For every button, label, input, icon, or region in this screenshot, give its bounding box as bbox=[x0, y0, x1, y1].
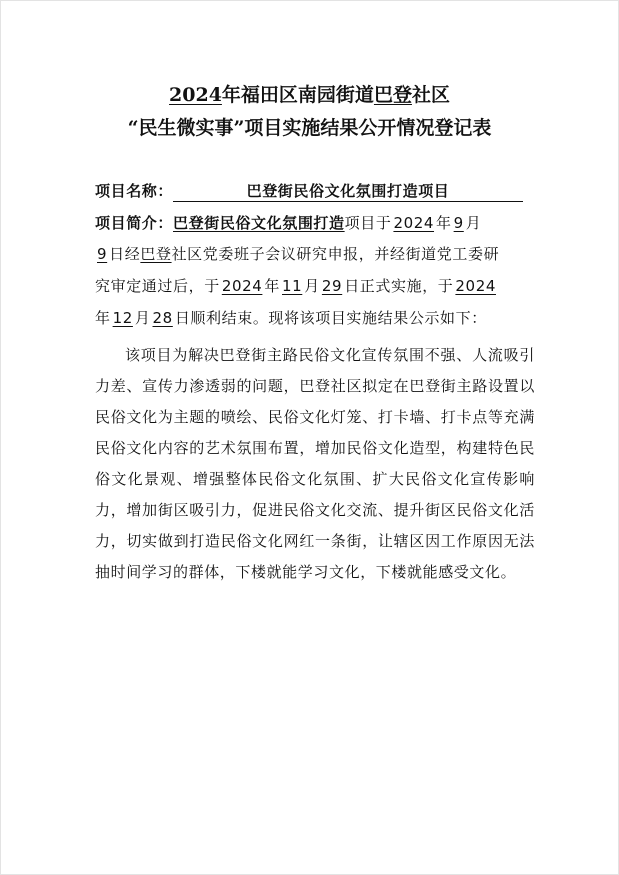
approve-day: 9 bbox=[97, 245, 108, 263]
text-approval: 社区党委班子会议研究申报，并经街道党工委研 bbox=[171, 245, 500, 263]
title-year: 2024 bbox=[169, 84, 222, 106]
project-name-label: 项目名称： bbox=[95, 182, 174, 200]
end-month: 12 bbox=[112, 309, 133, 327]
document-title-line-1 bbox=[0, 80, 619, 107]
text-end: 日顺利结束。现将该项目实施结果公示如下： bbox=[174, 309, 487, 327]
project-intro-row-4 bbox=[95, 307, 535, 328]
text-approval-2: 究审定通过后，于 bbox=[95, 277, 220, 295]
intro-text-project-at: 项目于 bbox=[344, 214, 392, 232]
approve-month: 9 bbox=[453, 214, 464, 232]
year-char: 年 bbox=[436, 214, 452, 232]
project-name-row bbox=[95, 180, 535, 202]
title-district: 年福田区南园街道 bbox=[221, 84, 374, 106]
title-community-suffix: 社区 bbox=[411, 84, 450, 106]
month-char-2: 月 bbox=[304, 277, 320, 295]
month-char-3: 月 bbox=[134, 309, 151, 327]
year-char-2: 年 bbox=[264, 277, 280, 295]
year-char-3: 年 bbox=[95, 309, 111, 327]
end-day: 28 bbox=[152, 309, 173, 327]
month-char: 月 bbox=[465, 214, 482, 232]
project-intro-row-1 bbox=[95, 212, 535, 233]
community-short: 巴登 bbox=[140, 245, 172, 263]
project-intro-name: 巴登街民俗文化氛围打造 bbox=[173, 214, 345, 232]
approve-year: 2024 bbox=[393, 214, 435, 232]
start-year: 2024 bbox=[221, 277, 263, 295]
text-start-impl: 日正式实施，于 bbox=[344, 277, 454, 295]
text-after-day: 日经 bbox=[109, 245, 141, 263]
project-description: 该项目为解决巴登街主路民俗文化宣传氛围不强、人流吸引力差、宣传力渗透弱的问题，巴登社区拟定在巴登街主路设置以民俗文化为主题的喷绘、民俗文化灯笼、打卡墙、打卡点等充满民俗文化内容的艺术氛围布置，增加民俗文化造型，构建特色民俗文化景观、增强整体民俗文化氛围、扩大民俗文化宣传影响力，增加街区吸引力，促进民俗文化交流、提升街区民俗文化活力，切实做到打造民俗文化网红一条街，让辖区因工作原因无法抽时间学习的群体，下楼就能学习文化，下楼就能感受文化。 bbox=[95, 346, 535, 581]
start-month: 11 bbox=[282, 277, 303, 295]
project-intro-row-3 bbox=[95, 275, 535, 296]
project-intro-row-2 bbox=[95, 243, 535, 264]
project-intro-label: 项目简介： bbox=[95, 214, 174, 232]
end-year: 2024 bbox=[455, 277, 496, 295]
document-title-line-2: “民生微实事”项目实施结果公开情况登记表 bbox=[127, 117, 492, 139]
start-day: 29 bbox=[321, 277, 343, 295]
project-name-value: 巴登街民俗文化氛围打造项目 bbox=[173, 181, 523, 202]
title-community: 巴登 bbox=[373, 84, 412, 106]
